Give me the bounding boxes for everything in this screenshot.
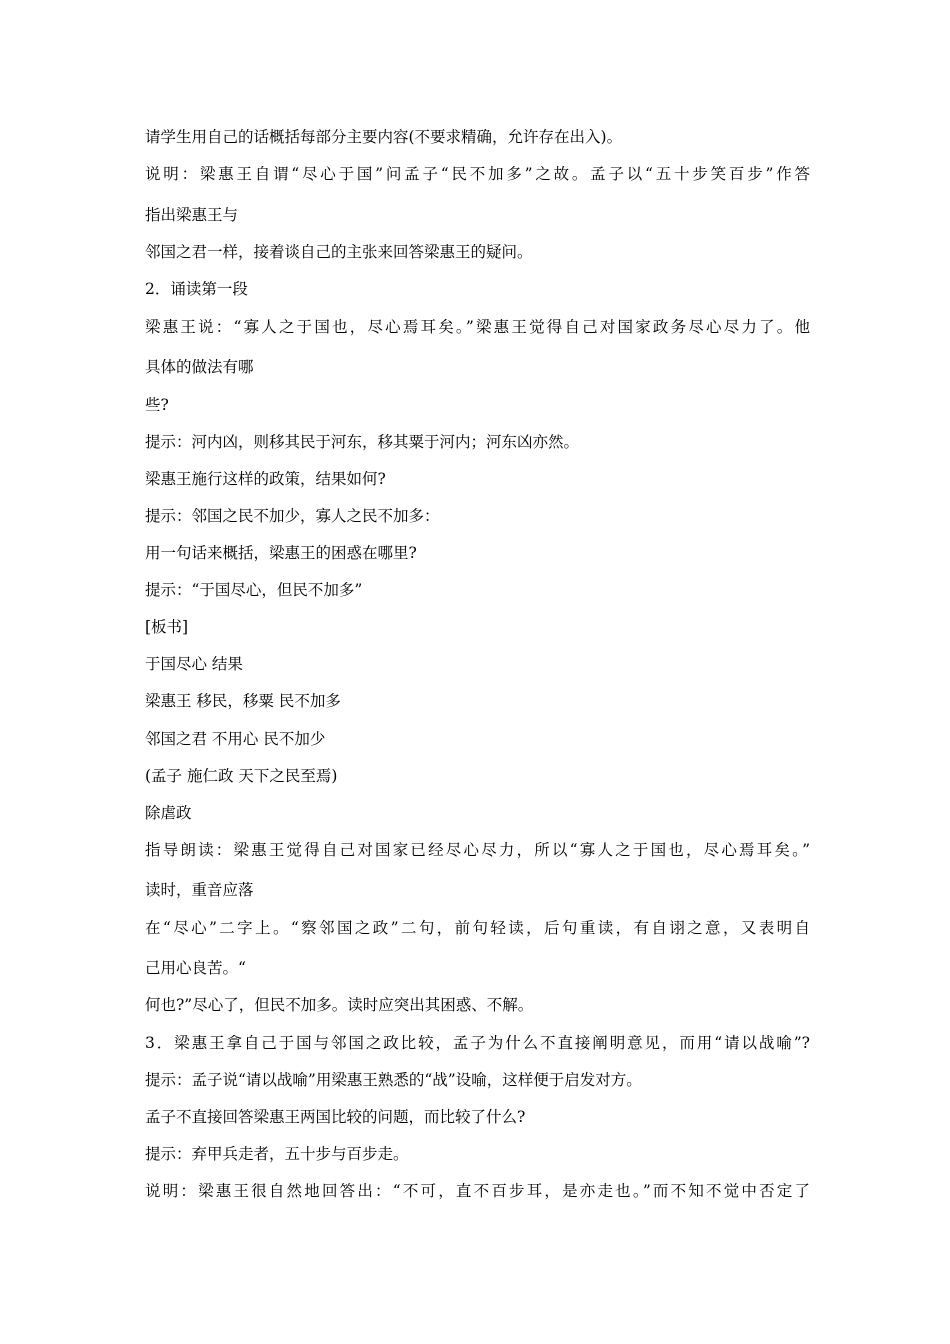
- text-line: 梁惠王 移民，移粟 民不加多: [145, 692, 341, 710]
- text-line: 提示：弃甲兵走者，五十步与百步走。: [145, 1145, 409, 1163]
- text-line: 指导朗读：梁惠王觉得自己对国家已经尽心尽力，所以“寡人之于国也，尽心焉耳矣。”: [145, 841, 810, 859]
- text-line: (孟子 施仁政 天下之民至焉): [145, 767, 338, 785]
- text-line: 具体的做法有哪: [145, 358, 254, 376]
- text-line: 何也?”尽心了，但民不加多。读时应突出其困惑、不解。: [145, 996, 534, 1014]
- text-line: 邻国之君一样，接着谈自己的主张来回答梁惠王的疑问。: [145, 243, 533, 261]
- text-line: 在“尽心”二字上。“察邻国之政”二句，前句轻读，后句重读，有自诩之意，又表明自: [145, 919, 810, 937]
- text-line: 于国尽心 结果: [145, 655, 243, 673]
- text-line: 己用心良苦。“: [145, 959, 246, 977]
- text-line: 提示：“于国尽心，但民不加多”: [145, 581, 363, 599]
- text-line: 请学生用自己的话概括每部分主要内容(不要求精确，允许存在出入)。: [145, 128, 623, 146]
- text-line: 提示：邻国之民不加少，寡人之民不加多：: [145, 507, 440, 525]
- text-line: 读时，重音应落: [145, 881, 254, 899]
- text-line: 用一句话来概括，梁惠王的困惑在哪里?: [145, 544, 417, 562]
- text-line: [板书]: [145, 618, 189, 636]
- text-line: 指出梁惠王与: [145, 206, 239, 224]
- text-line: 梁惠王施行这样的政策，结果如何?: [145, 470, 386, 488]
- text-line: 梁惠王说：“寡人之于国也，尽心焉耳矣。”梁惠王觉得自己对国家政务尽心尽力了。他: [145, 318, 810, 336]
- text-line: 孟子不直接回答梁惠王两国比较的问题，而比较了什么?: [145, 1108, 526, 1126]
- text-line: 除虐政: [145, 804, 192, 822]
- text-line: 2．诵读第一段: [145, 280, 248, 298]
- text-line: 3．梁惠王拿自己于国与邻国之政比较，孟子为什么不直接阐明意见，而用“请以战喻”?: [145, 1034, 810, 1052]
- text-line: 提示：河内凶，则移其民于河东，移其粟于河内；河东凶亦然。: [145, 433, 580, 451]
- text-line: 提示：孟子说“请以战喻”用梁惠王熟悉的“战”设喻，这样便于启发对方。: [145, 1071, 642, 1089]
- text-line: 说明：梁惠王自谓“尽心于国”问孟子“民不加多”之故。孟子以“五十步笑百步”作答: [145, 165, 810, 183]
- text-line: 说明：梁惠王很自然地回答出：“不可，直不百步耳，是亦走也。”而不知不觉中否定了: [145, 1182, 810, 1200]
- text-line: 些?: [145, 396, 169, 414]
- text-line: 邻国之君 不用心 民不加少: [145, 730, 326, 748]
